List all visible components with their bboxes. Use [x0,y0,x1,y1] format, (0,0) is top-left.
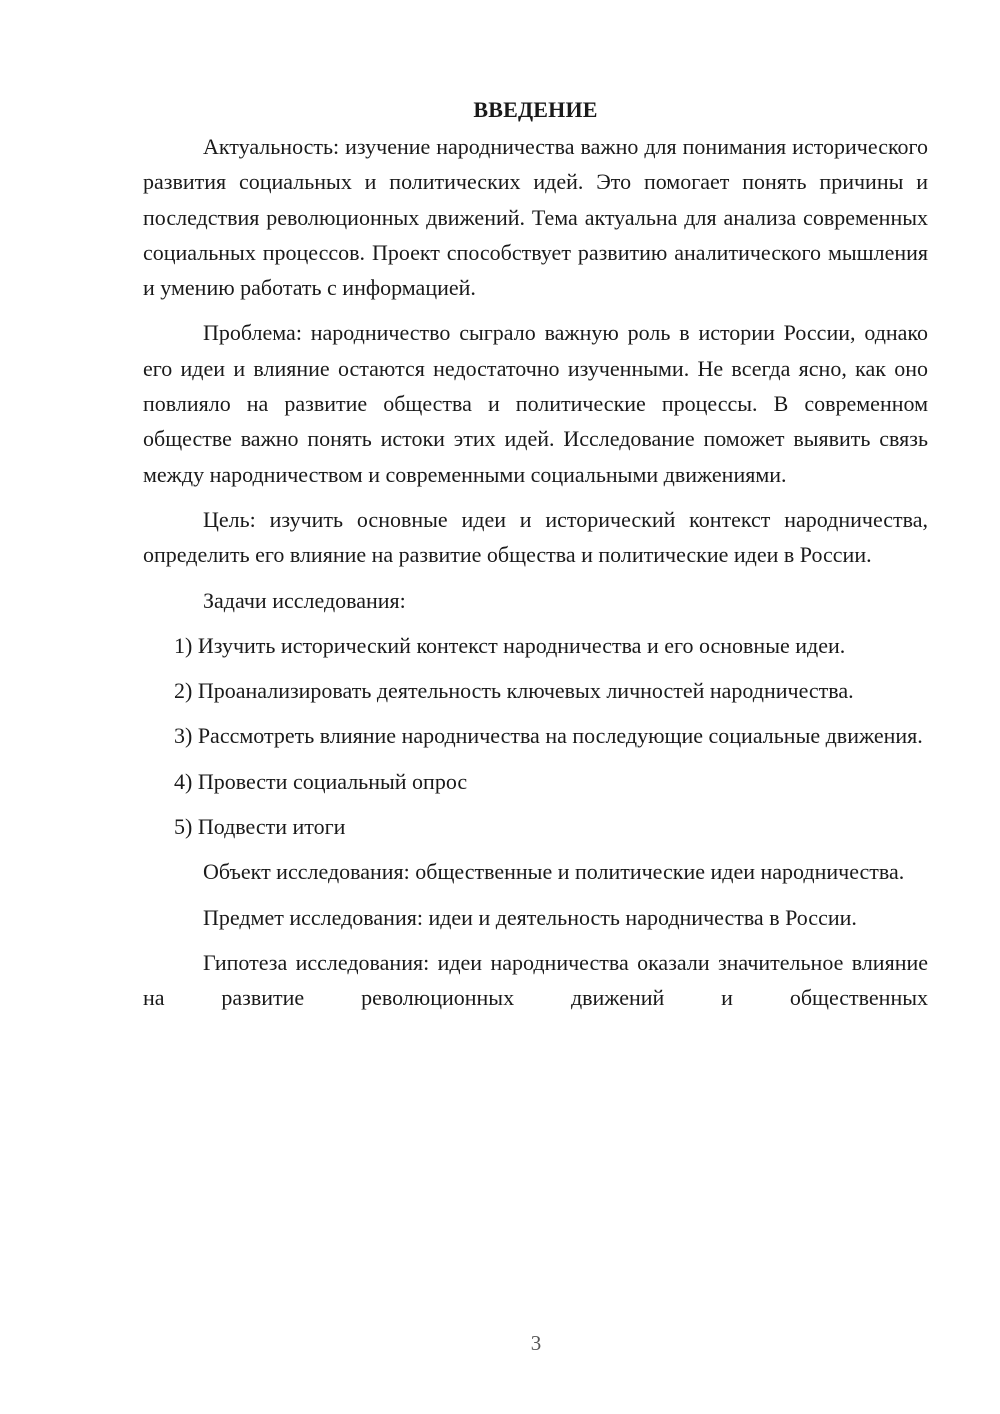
paragraph-subject: Предмет исследования: идеи и деятельность народничества в России. [203,904,857,930]
task-item-5: 5) Подвести итоги [174,814,346,840]
paragraph-problem: Проблема: народничество сыграло важную роль в истории России, однако его идеи и влияние остаются недостаточно изученными. Не всегда ясно, как оно повлияло на развитие общества и политические процессы. В современном обществе важно понять истоки этих идей. Исследование поможет выявить связь между народничеством и современными социальными движениями. [143,320,928,487]
task-item-1: 1) Изучить исторический контекст народничества и его основные идеи. [174,632,846,658]
task-item-2: 2) Проанализировать деятельность ключевых личностей народничества. [174,678,854,704]
paragraph-object: Объект исследования: общественные и политические идеи народничества. [203,859,905,885]
task-item-3: 3) Рассмотреть влияние народничества на последующие социальные движения. [174,723,923,749]
section-heading: ВВЕДЕНИЕ [473,97,598,122]
page-number: 3 [530,1331,542,1355]
paragraph-relevance: Актуальность: изучение народничества важно для понимания исторического развития социальных и политических идей. Это помогает понять причины и последствия революционных движений. Тема актуальна для анализа современных социальных процессов. Проект способствует развитию аналитического мышления и умению работать с информацией. [143,134,928,301]
paragraph-goal: Цель: изучить основные идеи и исторический контекст народничества, определить его влияние на развитие общества и политические идеи в России. [143,506,928,568]
document-page [143,92,928,1026]
tasks-title: Задачи исследования: [203,587,406,613]
paragraph-hypothesis: Гипотеза исследования: идеи народничества оказали значительное влияние на развитие революционных движений и общественных [143,949,928,1011]
task-item-4: 4) Провести социальный опрос [174,768,468,794]
